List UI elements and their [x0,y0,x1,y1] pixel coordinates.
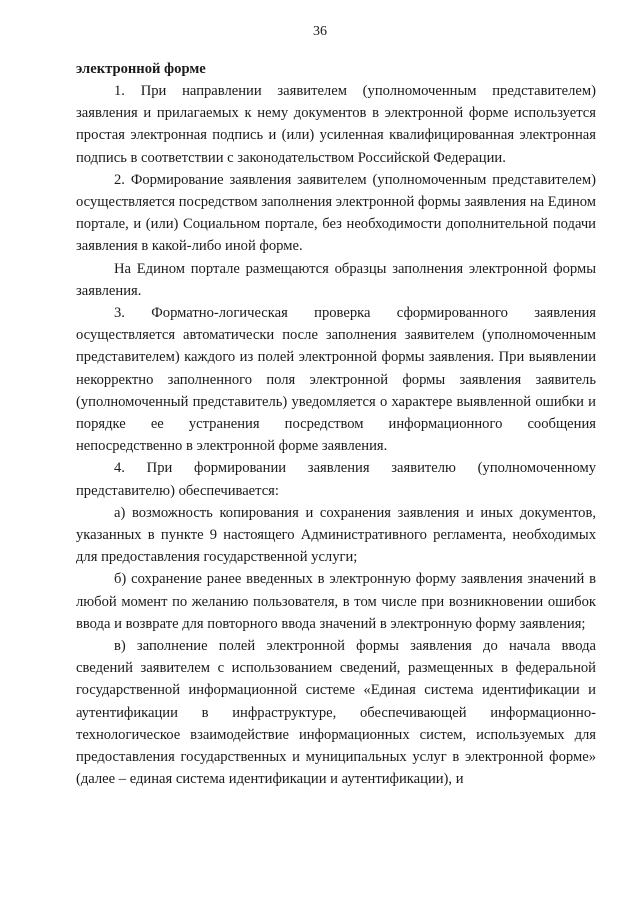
paragraph-2: 2. Формирование заявления заявителем (уполномоченным представителем) осуществляется посредством заполнения электронной формы заявления на Едином портале, и (или) Социальном портале, без необходимости дополнительной подачи заявления в какой-либо иной форме. [76,171,597,255]
paragraph-4: 4. При формировании заявления заявителю (уполномоченному представителю) обеспечивается: [76,460,596,499]
paragraph-4v: в) заполнение полей электронной формы заявления до начала ввода сведений заявителем с использованием сведений, размещенных в федеральной государственной информационной системе «Единая система идентификации и аутентификации в инфраструктуре, обеспечивающей информационно-технологическое взаимодействие информационных систем, используемых для предоставления государственных и муниципальных услуг в электронной форме» (далее – единая система идентификации и аутентификации), и [76,638,596,788]
paragraph-4b: б) сохранение ранее введенных в электронную форму заявления значений в любой момент по желанию пользователя, в том числе при возникновении ошибок ввода и возврате для повторного ввода значений в электронную форму заявления; [76,571,596,632]
paragraph-4a: а) возможность копирования и сохранения заявления и иных документов, указанных в пункте 9 настоящего Административного регламента, необходимых для предоставления государственной услуги; [76,504,596,566]
document-body [76,58,596,791]
page-number: 36 [313,24,327,39]
paragraph-3: 3. Форматно-логическая проверка сформированного заявления осуществляется автоматически после заполнения заявителем (уполномоченным представителем) каждого из полей электронной формы заявления. При выявлении некорректно заполненного поля электронной формы заявления заявитель (уполномоченный представитель) уведомляется о характере выявленной ошибки и порядке ее устранения посредством информационного сообщения непосредственно в электронной форме заявления. [76,305,596,455]
paragraph-2-note: На Едином портале размещаются образцы заполнения электронной формы заявления. [76,260,596,299]
paragraph-1: 1. При направлении заявителем (уполномоченным представителем) заявления и прилагаемых к нему документов в электронной форме используется простая электронная подпись и (или) усиленная квалифицированная электронная подпись в соответствии с законодательством Российской Федерации. [76,83,596,166]
section-heading: электронной форме [76,61,206,77]
